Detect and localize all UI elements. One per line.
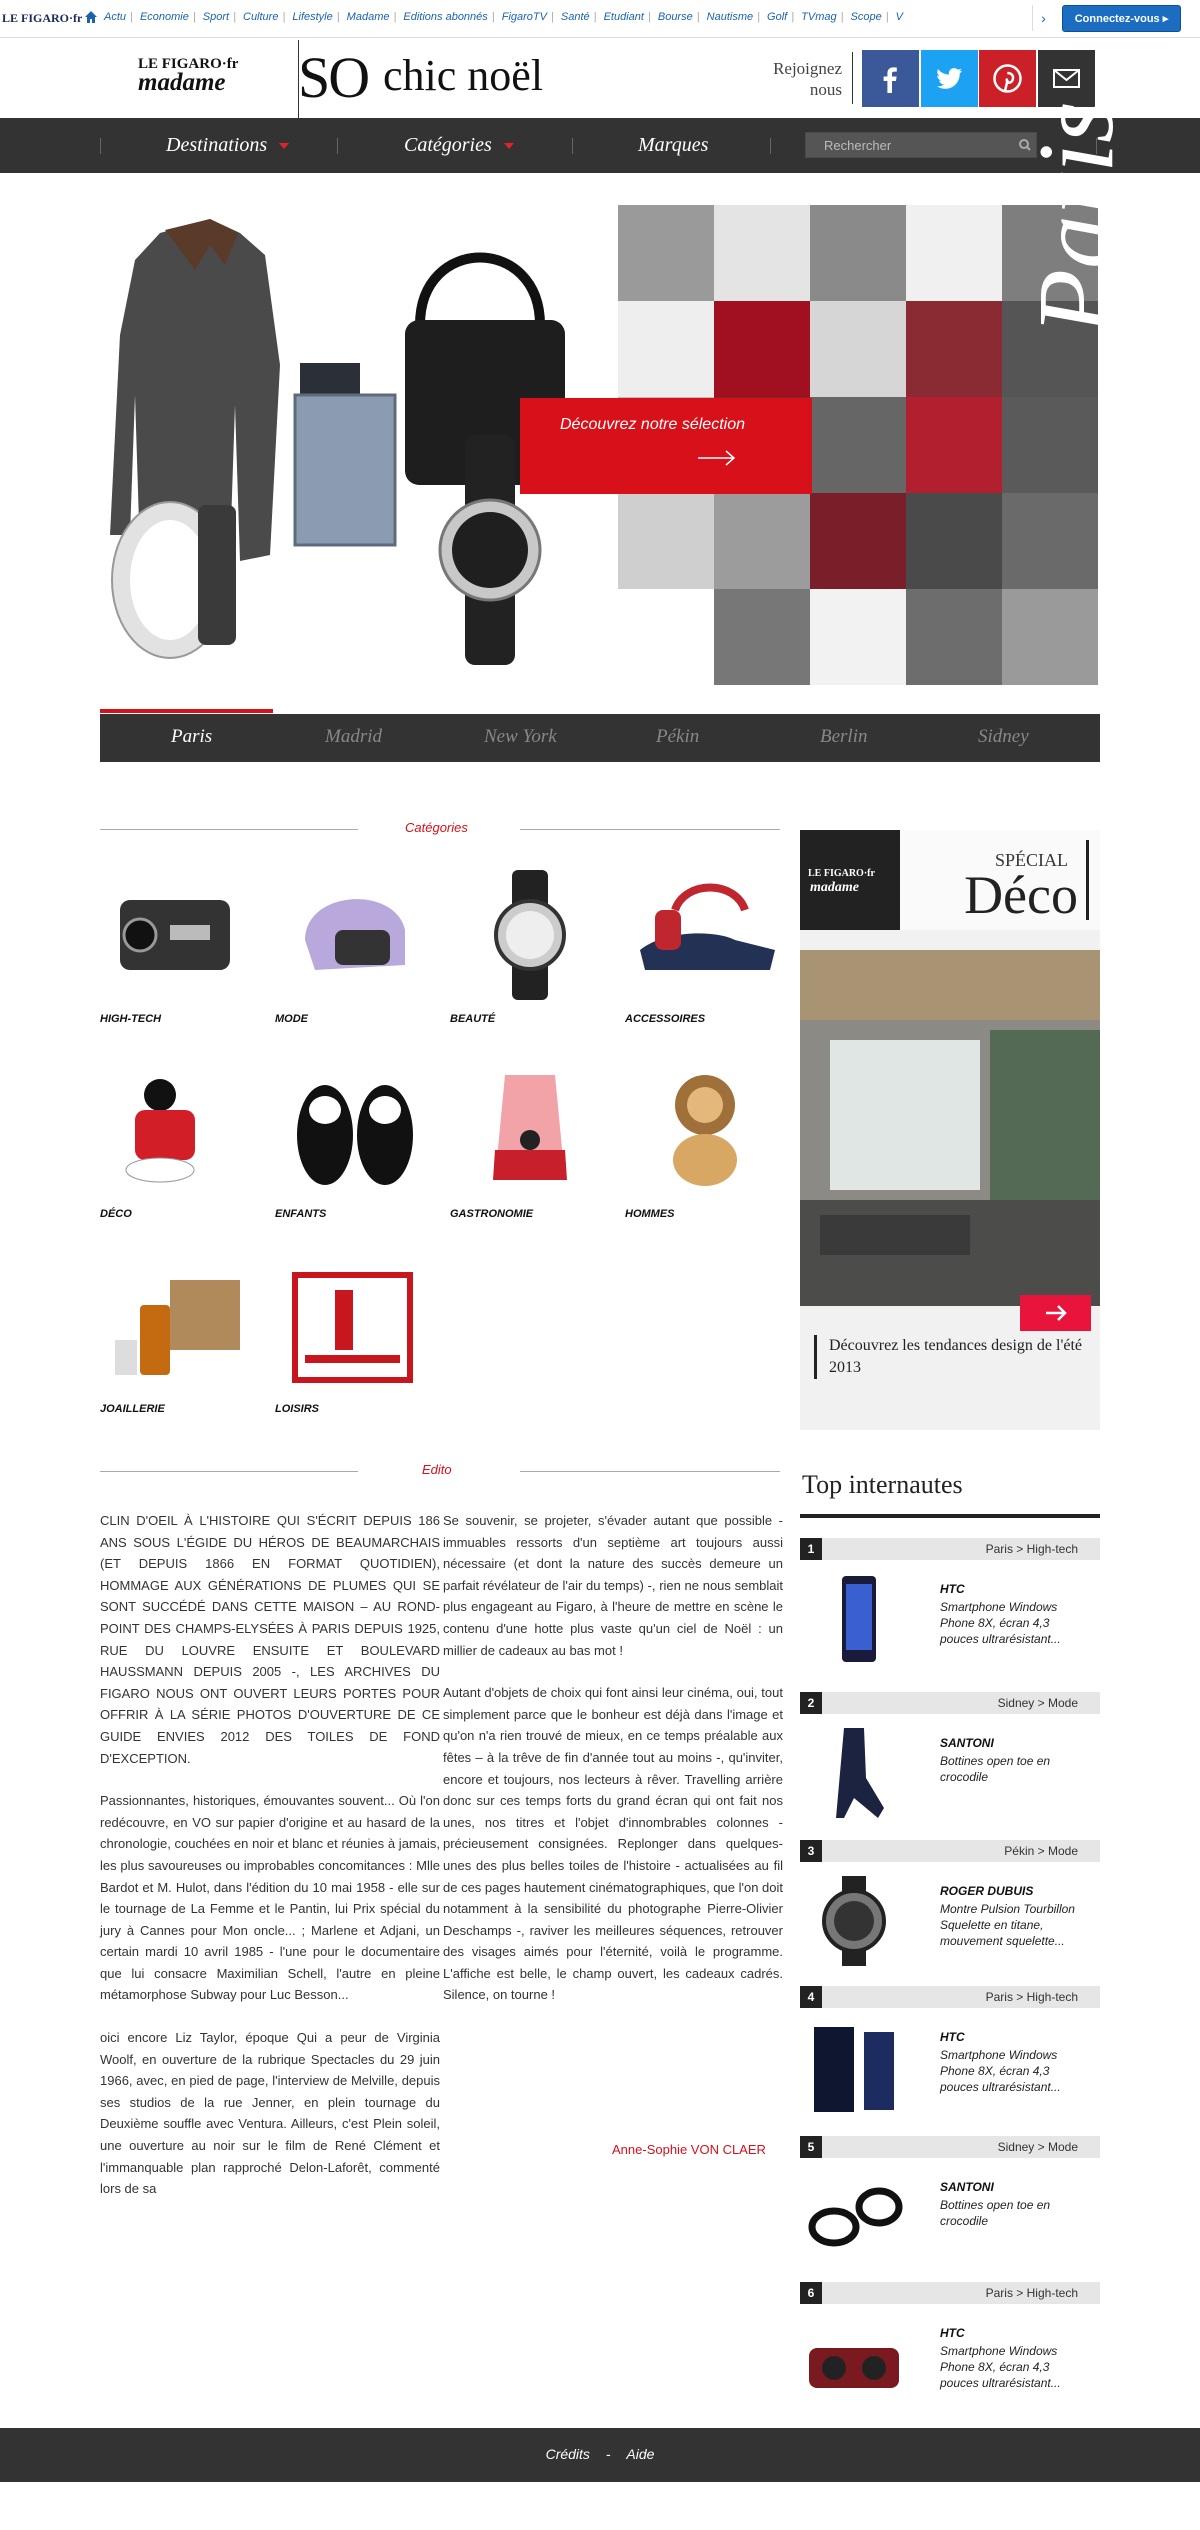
product-image: [804, 1574, 904, 1664]
top-item-rank: 4: [800, 1986, 822, 2008]
top-item-brand: SANTONI: [940, 2180, 994, 2194]
topbar-link[interactable]: TVmag: [801, 11, 837, 23]
topbar-link[interactable]: Etudiant: [603, 11, 644, 23]
top-item-breadcrumb[interactable]: Sidney > Mode: [997, 2140, 1078, 2154]
product-image: [804, 2172, 904, 2262]
topbar-link[interactable]: Golf: [767, 11, 788, 23]
category-image: [450, 1065, 610, 1195]
figaro-topbar: [0, 0, 1200, 38]
category-image: [625, 1065, 785, 1195]
product-image: [804, 1876, 904, 1966]
top-item-desc: Bottines open toe en crocodile: [940, 1754, 1051, 1784]
category-enfants[interactable]: [275, 1065, 450, 1225]
topbar-link[interactable]: Actu: [104, 11, 127, 23]
connect-label: Connectez-vous: [1074, 13, 1160, 25]
tab-madrid[interactable]: Madrid: [325, 726, 382, 747]
tab-sidney[interactable]: Sidney: [978, 726, 1029, 747]
twitter-icon: [935, 64, 964, 93]
product-image: [804, 2022, 904, 2112]
top-item[interactable]: [800, 1986, 1100, 2126]
top-item-desc: Smartphone Windows Phone 8X, écran 4,3 pouces ultrarésistant...: [940, 2344, 1061, 2390]
category-label: MODE: [275, 1013, 308, 1025]
top-item-breadcrumb[interactable]: Paris > High-tech: [985, 2286, 1078, 2300]
madame-logo-small: [800, 830, 900, 930]
product-image: [804, 1728, 904, 1818]
category-accessoires[interactable]: [625, 870, 800, 1030]
top-item[interactable]: [800, 2136, 1100, 2276]
arrow-right-icon: [698, 450, 736, 466]
home-icon[interactable]: [84, 10, 98, 24]
nav-categories[interactable]: [404, 134, 514, 157]
pinterest-icon: [993, 64, 1022, 93]
top-item[interactable]: [800, 1840, 1100, 1980]
topbar-link[interactable]: Scope: [850, 11, 882, 23]
twitter-button[interactable]: [921, 50, 978, 107]
brand-title: chic noël: [383, 51, 544, 100]
category-hommes[interactable]: [625, 1065, 800, 1225]
topbar-link[interactable]: Culture: [243, 11, 279, 23]
deco-bar: [1086, 840, 1089, 920]
top-item-brand: HTC: [940, 2030, 965, 2044]
topbar-link[interactable]: Nautisme: [706, 11, 754, 23]
top-item-brand: HTC: [940, 2326, 965, 2340]
category-image: [275, 1065, 435, 1195]
category-beaute[interactable]: [450, 870, 625, 1030]
edito-paragraph: Autant d'objets de choix qui font ainsi leur cinéma, oui, tout simplement parce que le bonheur est déjà dans l'image et qu'on n'a rien trouvé de mieux, en ce temps préalable aux fêtes – à la trêve de fin d'année tout au moins -, qu'inviter, encore et toujours, nos lecteurs à rêver. Travelling arrière donc sur ces temps forts du grand écran qui ont fait nos unes, nos titres et l'objet d'innombrables colonnes - précieusement consignées. Replonger dans quelques-unes des plus belles toiles de l'histoire - actualisées au fil de ces pages hautement cinématographiques, que l'on doit notamment à la sensibilité du photographe Pierre-Olivier Deschamps -, raviver les meilleures séquences, retrouver des visages aimés pour l'éternité, voilà le programme. L'affiche est belle, le champ ouvert, les cadeaux cadrés. Silence, on tourne !: [443, 1685, 783, 2003]
edito-paragraph: oici encore Liz Taylor, époque Qui a peur de Virginia Woolf, en ouverture de la rubrique Spectacles du 29 juin 1966, avec, en pied de page, l'interview de Melville, depuis ses studios de la rue Jenner, en plein tournage du Deuxième souffle avec Ventura. Ailleurs, c'est Plein soleil, une ouverture au noir sur le film de René Clément et l'immanquable plan rapproché Delon-Laforêt, commenté lors de sa: [100, 2030, 440, 2197]
footer-help-link[interactable]: Aide: [626, 2446, 655, 2462]
top-item-desc: Montre Pulsion Tourbillon Squelette en titane, mouvement squelette...: [940, 1902, 1075, 1948]
topbar-link[interactable]: Economie: [139, 11, 189, 23]
topbar-link[interactable]: Madame: [346, 11, 390, 23]
deco-arrow-button[interactable]: [1020, 1295, 1091, 1331]
top-item-rank: 5: [800, 2136, 822, 2158]
email-button[interactable]: [1038, 50, 1095, 107]
top-item[interactable]: [800, 2282, 1100, 2422]
topbar-nav: Actu | Economie | Sport | Culture | Lifestyle | Madame | Editions abonnés | FigaroTV | Santé | Etudiant | Bourse | Nautisme | Golf | TVmag | Scope | V: [100, 11, 907, 23]
city-tabs: [100, 714, 1100, 762]
deco-header: [800, 830, 1100, 930]
special-deco-promo[interactable]: [800, 830, 1100, 1430]
edito-title: Edito: [422, 1462, 452, 1477]
category-image: [625, 870, 785, 1000]
category-loisirs[interactable]: [275, 1260, 450, 1420]
mail-icon: [1052, 64, 1081, 93]
deco-logo-line1: LE FIGARO·fr: [808, 868, 875, 879]
category-label: HOMMES: [625, 1208, 675, 1220]
category-image: [450, 870, 610, 1000]
nav-marques[interactable]: Marques: [638, 134, 709, 156]
tab-paris[interactable]: Paris: [171, 726, 213, 747]
deco-interior-photo: [800, 950, 1100, 1306]
join-label: Rejoignez nous: [773, 59, 842, 99]
active-tab-indicator: [100, 709, 273, 713]
top-item-breadcrumb[interactable]: Paris > High-tech: [985, 1990, 1078, 2004]
footer-credits-link[interactable]: Crédits: [545, 2446, 590, 2462]
category-deco[interactable]: [100, 1065, 275, 1225]
category-label: DÉCO: [100, 1208, 132, 1220]
category-image: [275, 1260, 435, 1390]
deco-logo-line2: madame: [810, 880, 859, 895]
search-input[interactable]: [806, 133, 1011, 157]
nav-destinations[interactable]: [166, 134, 289, 157]
top-item-desc: Bottines open toe en crocodile: [940, 2198, 1051, 2228]
topbar-link[interactable]: FigaroTV: [501, 11, 547, 23]
tab-new-york[interactable]: New York: [484, 726, 557, 747]
topbar-link[interactable]: Editions abonnés: [403, 11, 488, 23]
promo-text: Découvrez notre sélection: [560, 416, 745, 433]
site-footer: [0, 2428, 1200, 2482]
footer-links: [0, 2446, 1200, 2462]
top-item-brand: HTC: [940, 1582, 965, 1596]
top-item[interactable]: [800, 1692, 1100, 1832]
arrow-right-icon: [1020, 1295, 1091, 1331]
category-label: ENFANTS: [275, 1208, 327, 1220]
top-item-breadcrumb[interactable]: Sidney > Mode: [997, 1696, 1078, 1710]
brand-so: SO: [298, 45, 369, 110]
top-item-rank: 1: [800, 1538, 822, 1560]
category-label: LOISIRS: [275, 1403, 320, 1415]
tab-berlin[interactable]: Berlin: [820, 726, 868, 747]
category-image: [100, 1260, 260, 1390]
top-title: Top internautes: [802, 1470, 963, 1499]
pinterest-button[interactable]: [979, 50, 1036, 107]
search-box: [805, 132, 1037, 158]
product-image: [804, 2318, 904, 2408]
topbar-link[interactable]: Sport: [202, 11, 230, 23]
deco-special-label: SPÉCIAL: [994, 850, 1068, 870]
top-title-bar: [800, 1514, 1100, 1518]
category-image: [100, 1065, 260, 1195]
top-item-desc: Smartphone Windows Phone 8X, écran 4,3 pouces ultrarésistant...: [940, 1600, 1061, 1646]
nav-destinations-label: Destinations: [166, 134, 268, 156]
top-item-breadcrumb[interactable]: Pékin > Mode: [1004, 1844, 1078, 1858]
category-label: ACCESSOIRES: [625, 1013, 706, 1025]
dropdown-arrow-icon: [279, 143, 289, 149]
edito-column-2: [443, 1510, 783, 2027]
category-image: [100, 870, 260, 1000]
madame-logo-line1: LE FIGARO·fr: [138, 56, 239, 72]
edito-signature: Anne-Sophie VON CLAER: [612, 2142, 766, 2157]
chevron-right-icon[interactable]: ›: [1032, 5, 1054, 31]
hero-city-word: Paris: [1017, 100, 1136, 335]
figaro-logo[interactable]: LE FIGARO·fr: [2, 11, 83, 25]
categories-title: Catégories: [405, 820, 468, 835]
category-high-tech[interactable]: [100, 870, 275, 1030]
deco-title: Déco: [964, 865, 1078, 925]
edito-paragraph: Passionnantes, historiques, émouvantes souvent... Où l'on redécouvre, en VO sur papier d'origine et au hasard de la chronologie, couchées en noir et blanc et réunies à jamais, les plus savoureuses ou improbables concomitances : Mlle Bardot et M. Hulot, dans l'édition du 10 mai 1958 - elle sur le tournage de La Femme et le Pantin, lui Prix spécial du jury à Cannes pour Mon oncle... ; Marlene et Adjani, un certain mardi 10 avril 1985 - l'une pour le documentaire que lui consacre Maximilian Schell, l'autre en pleine métamorphose Subway pour Luc Besson...: [100, 1793, 440, 2003]
top-item-brand: SANTONI: [940, 1736, 994, 1750]
categories-header: [100, 820, 780, 840]
madame-logo-line2: madame: [138, 69, 226, 96]
nav-categories-label: Catégories: [404, 134, 492, 156]
top-item-breadcrumb[interactable]: Paris > High-tech: [985, 1542, 1078, 1556]
category-gastronomie[interactable]: [450, 1065, 625, 1225]
category-label: GASTRONOMIE: [450, 1208, 534, 1220]
top-item[interactable]: [800, 1538, 1100, 1678]
top-item-rank: 2: [800, 1692, 822, 1714]
topbar-link[interactable]: V: [895, 11, 903, 23]
facebook-icon: [876, 64, 905, 93]
edito-paragraph: Se souvenir, se projeter, s'évader autant que possible - immuables ressorts d'un septième art toujours aussi nécessaire (et dont la nature des succès demeure un parfait révélateur de l'air du temps) -, rien ne nous semblait plus engageant au Figaro, à l'heure de mettre en scène le contenu d'une hotte plus vaste qu'un ciel de Noël : un millier de cadeaux au bas mot !: [443, 1513, 783, 1658]
dropdown-arrow-icon: [504, 143, 514, 149]
nav-separator: [770, 138, 771, 154]
tab-pekin[interactable]: Pékin: [656, 726, 700, 747]
nav-separator: [572, 138, 573, 154]
edito-paragraph: CLIN D'OEIL À L'HISTOIRE QUI S'ÉCRIT DEPUIS 186 ANS SOUS L'ÉGIDE DU HÉROS DE BEAUMARCHAIS (ET DEPUIS 1866 EN FORMAT QUOTIDIEN), HOMMAGE AUX GÉNÉRATIONS DE PLUMES QUI SE SONT SUCCÉDÉ DANS CETTE MAISON – AU ROND-POINT DES CHAMPS-ELYSÉES À PARIS DEPUIS 1925, RUE DU LOUVRE ENSUITE ET BOULEVARD HAUSSMANN DEPUIS 2005 -, LES ARCHIVES DU FIGARO NOUS ONT OUVERT LEURS PORTES POUR OFFRIR À LA SÉRIE PHOTOS D'OUVERTURE DE CE GUIDE ENVIES 2012 DES TOILES DE FOND D'EXCEPTION.: [100, 1513, 440, 1766]
top-item-rank: 6: [800, 2282, 822, 2304]
nav-separator: [100, 138, 101, 154]
footer-separator: -: [605, 2446, 611, 2462]
topbar-link[interactable]: Bourse: [657, 11, 693, 23]
deco-caption[interactable]: Découvrez les tendances design de l'été 2013: [814, 1335, 1084, 1379]
category-image: [275, 870, 435, 1000]
top-item-desc: Smartphone Windows Phone 8X, écran 4,3 pouces ultrarésistant...: [940, 2048, 1061, 2094]
top-item-rank: 3: [800, 1840, 822, 1862]
category-mode[interactable]: [275, 870, 450, 1030]
category-label: BEAUTÉ: [450, 1013, 496, 1025]
madame-logo[interactable]: [138, 56, 238, 97]
header-separator: [852, 52, 853, 104]
edito-column-1: [100, 1510, 440, 2221]
topbar-link[interactable]: Santé: [560, 11, 590, 23]
discover-selection-button[interactable]: [520, 398, 812, 494]
category-label: JOAILLERIE: [100, 1403, 165, 1415]
connect-button[interactable]: Connectez-vous ▸: [1062, 5, 1181, 32]
facebook-button[interactable]: [862, 50, 919, 107]
edito-header: [100, 1462, 780, 1482]
category-label: HIGH-TECH: [100, 1013, 162, 1025]
topbar-link[interactable]: Lifestyle: [292, 11, 333, 23]
nav-separator: [337, 138, 338, 154]
top-item-brand: ROGER DUBUIS: [940, 1884, 1034, 1898]
category-joaillerie[interactable]: [100, 1260, 275, 1420]
